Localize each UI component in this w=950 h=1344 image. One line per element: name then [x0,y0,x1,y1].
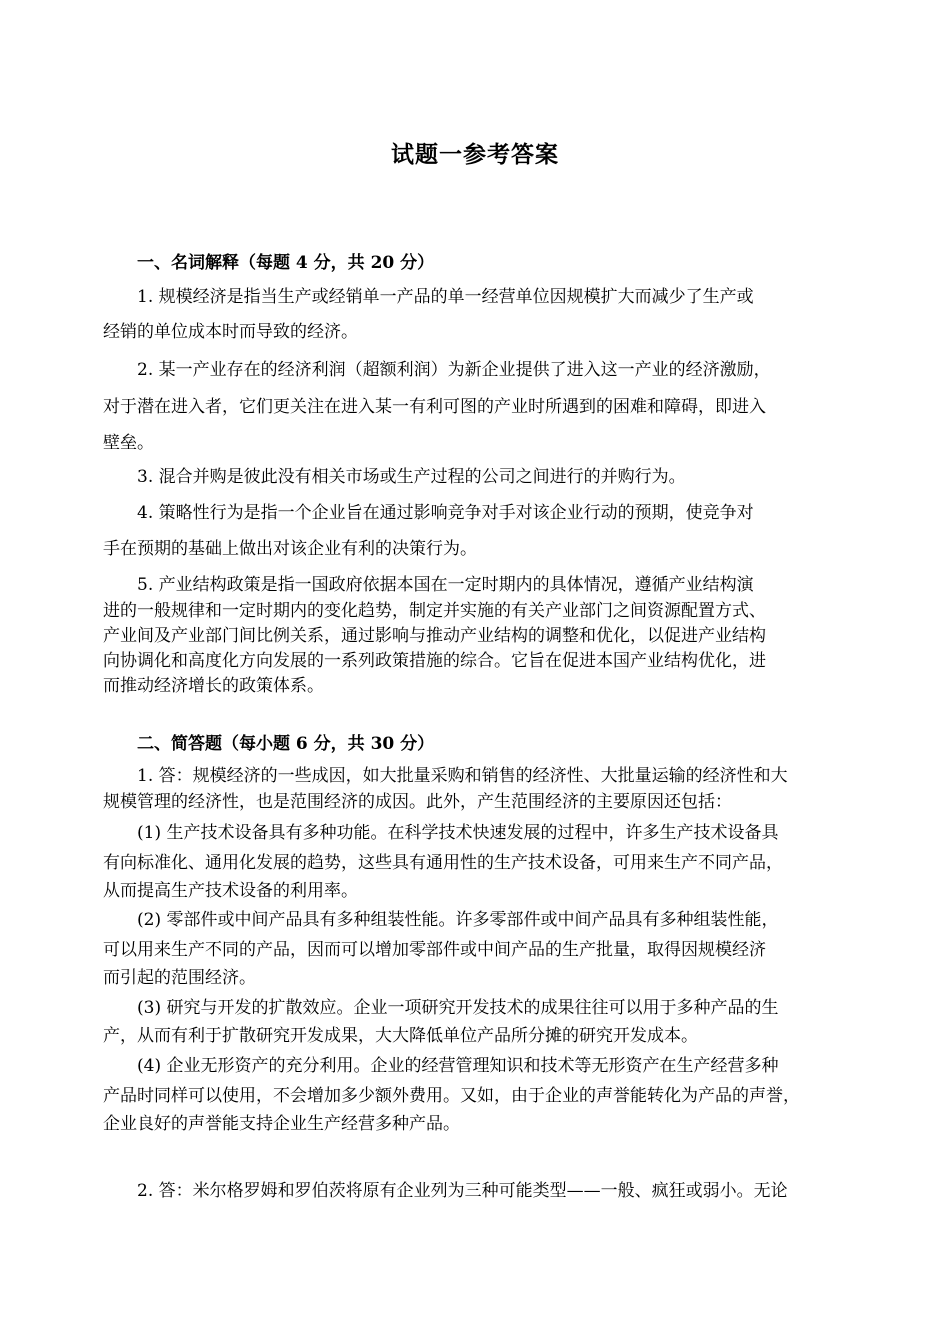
paragraph-line: 进的一般规律和一定时期内的变化趋势，制定并实施的有关产业部门之间资源配置方式、 [103,601,766,621]
paragraph-line: 规模管理的经济性，也是范围经济的成因。此外，产生范围经济的主要原因还包括： [103,792,732,812]
paragraph-line: 2. 答：米尔格罗姆和罗伯茨将原有企业列为三种可能类型——一般、疯狂或弱小。无论 [137,1181,788,1201]
paragraph-line: 3. 混合并购是彼此没有相关市场或生产过程的公司之间进行的并购行为。 [137,467,686,487]
paragraph-line: (3) 研究与开发的扩散效应。企业一项研究开发技术的成果往往可以用于多种产品的生 [137,998,779,1018]
paragraph-line: 产，从而有利于扩散研究开发成果，大大降低单位产品所分摊的研究开发成本。 [103,1026,698,1046]
paragraph-line: 产业间及产业部门间比例关系，通过影响与推动产业结构的调整和优化，以促进产业结构 [103,626,766,646]
paragraph-line: 企业良好的声誉能支持企业生产经营多种产品。 [103,1114,460,1134]
paragraph-line: (2) 零部件或中间产品具有多种组装性能。许多零部件或中间产品具有多种组装性能， [137,910,779,930]
paragraph-line: 4. 策略性行为是指一个企业旨在通过影响竞争对手对该企业行动的预期，使竞争对 [137,503,754,523]
paragraph-line: 可以用来生产不同的产品，因而可以增加零部件或中间产品的生产批量，取得因规模经济 [103,940,766,960]
paragraph-line: (1) 生产技术设备具有多种功能。在科学技术快速发展的过程中，许多生产技术设备具 [137,823,779,843]
section-heading-2: 二、简答题（每小题 6 分，共 30 分） [137,734,435,754]
section-heading-1: 一、名词解释（每题 4 分，共 20 分） [137,253,435,273]
paragraph-line: 1. 规模经济是指当生产或经销单一产品的单一经营单位因规模扩大而减少了生产或 [137,287,754,307]
paragraph-line: 2. 某一产业存在的经济利润（超额利润）为新企业提供了进入这一产业的经济激励， [137,360,771,380]
paragraph-line: 从而提高生产技术设备的利用率。 [103,881,358,901]
paragraph-line: 向协调化和高度化方向发展的一系列政策措施的综合。它旨在促进本国产业结构优化，进 [103,651,766,671]
paragraph-line: 对于潜在进入者，它们更关注在进入某一有利可图的产业时所遇到的困难和障碍，即进入 [103,397,766,417]
paragraph-line: 5. 产业结构政策是指一国政府依据本国在一定时期内的具体情况，遵循产业结构演 [137,575,754,595]
paragraph-line: (4) 企业无形资产的充分利用。企业的经营管理知识和技术等无形资产在生产经营多种 [137,1056,779,1076]
paragraph-line: 而引起的范围经济。 [103,968,256,988]
paragraph-line: 手在预期的基础上做出对该企业有利的决策行为。 [103,539,477,559]
paragraph-line: 有向标准化、通用化发展的趋势，这些具有通用性的生产技术设备，可用来生产不同产品， [103,853,783,873]
paragraph-line: 壁垒。 [103,433,154,453]
paragraph-line: 经销的单位成本时而导致的经济。 [103,322,358,342]
paragraph-line: 而推动经济增长的政策体系。 [103,676,324,696]
paragraph-line: 产品时同样可以使用，不会增加多少额外费用。又如，由于企业的声誉能转化为产品的声誉， [103,1086,800,1106]
page-title: 试题一参考答案 [391,141,559,168]
paragraph-line: 1. 答：规模经济的一些成因，如大批量采购和销售的经济性、大批量运输的经济性和大 [137,766,788,786]
